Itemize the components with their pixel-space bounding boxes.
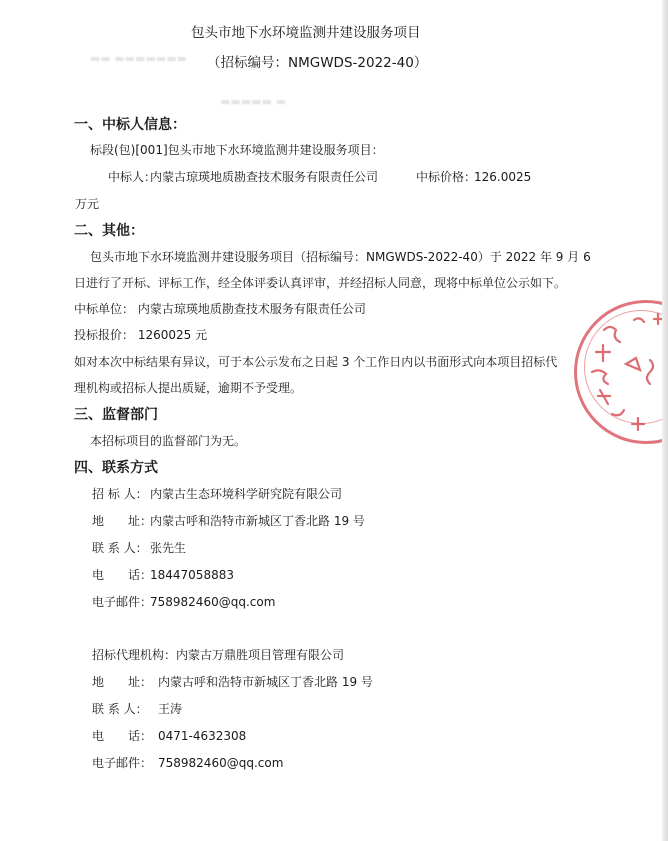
winner-unit: 中标单位： 内蒙古琼瑛地质勘查技术服务有限责任公司	[74, 302, 366, 316]
winner-name: 内蒙古琼瑛地质勘查技术服务有限责任公司	[150, 170, 379, 184]
agency-email-label: 电子邮件：	[92, 756, 153, 770]
tenderer-name: 内蒙古生态环境科学研究院有限公司	[150, 487, 343, 501]
paragraph-line: 理机构或招标人提出质疑，逾期不予受理。	[74, 381, 303, 395]
agency-address: 内蒙古呼和浩特市新城区丁香北路 19 号	[158, 675, 373, 689]
paragraph-line: 日进行了开标、评标工作，经全体评委认真评审，并经招标人同意，现将中标单位公示如下。	[74, 276, 567, 290]
price-label: 中标价格：	[416, 170, 477, 184]
bid-price: 投标报价： 1260025 元	[74, 328, 208, 342]
tenderer-contact: 张先生	[150, 541, 187, 555]
tenderer-contact-label: 联 系 人：	[92, 541, 148, 555]
lot-description: 标段(包)[001]包头市地下水环境监测井建设服务项目：	[90, 143, 384, 157]
show-through-text: ▬▬ ▬▬▬▬▬▬▬	[90, 52, 188, 65]
tenderer-phone-label: 电 话：	[92, 568, 153, 582]
tenderer-email: 758982460@qq.com	[150, 595, 276, 609]
agency-contact-label: 联 系 人：	[92, 702, 148, 716]
winner-label: 中标人：	[108, 170, 157, 184]
scan-edge-shadow	[662, 0, 668, 841]
tenderer-phone: 18447058883	[150, 568, 234, 582]
price-value: 126.0025	[474, 170, 532, 184]
tenderer-address-label: 地 址：	[92, 514, 153, 528]
paragraph-line: 如对本次中标结果有异议，可于本公示发布之日起 3 个工作日内以书面形式向本项目招标代	[74, 355, 558, 369]
tender-number: （招标编号：NMGWDS-2022-40）	[207, 55, 428, 71]
paragraph-line: 包头市地下水环境监测井建设服务项目（招标编号：NMGWDS-2022-40）于 2022 年 9 月 6	[90, 250, 591, 264]
agency-contact: 王涛	[158, 702, 183, 716]
agency-label: 招标代理机构：	[92, 648, 177, 662]
tenderer-email-label: 电子邮件：	[92, 595, 153, 609]
agency-phone: 0471-4632308	[158, 729, 247, 743]
tenderer-address: 内蒙古呼和浩特市新城区丁香北路 19 号	[150, 514, 365, 528]
section-heading-contacts: 四、联系方式	[74, 460, 158, 476]
agency-email: 758982460@qq.com	[158, 756, 284, 770]
section-heading-winner-info: 一、中标人信息：	[74, 117, 186, 133]
tenderer-label: 招 标 人：	[92, 487, 148, 501]
show-through-text: ▬▬▬▬▬ ▬	[220, 95, 286, 108]
agency-phone-label: 电 话：	[92, 729, 153, 743]
section-heading-other: 二、其他：	[74, 223, 144, 239]
price-unit: 万元	[75, 197, 100, 211]
seal-glyph-marks	[574, 300, 668, 450]
section-heading-supervision: 三、监督部门	[74, 407, 158, 423]
document-title: 包头市地下水环境监测井建设服务项目	[191, 25, 421, 41]
agency-name: 内蒙古万鼎胜项目管理有限公司	[176, 648, 345, 662]
official-seal-stamp	[574, 300, 668, 450]
agency-address-label: 地 址：	[92, 675, 153, 689]
supervision-text: 本招标项目的监督部门为无。	[90, 434, 247, 448]
